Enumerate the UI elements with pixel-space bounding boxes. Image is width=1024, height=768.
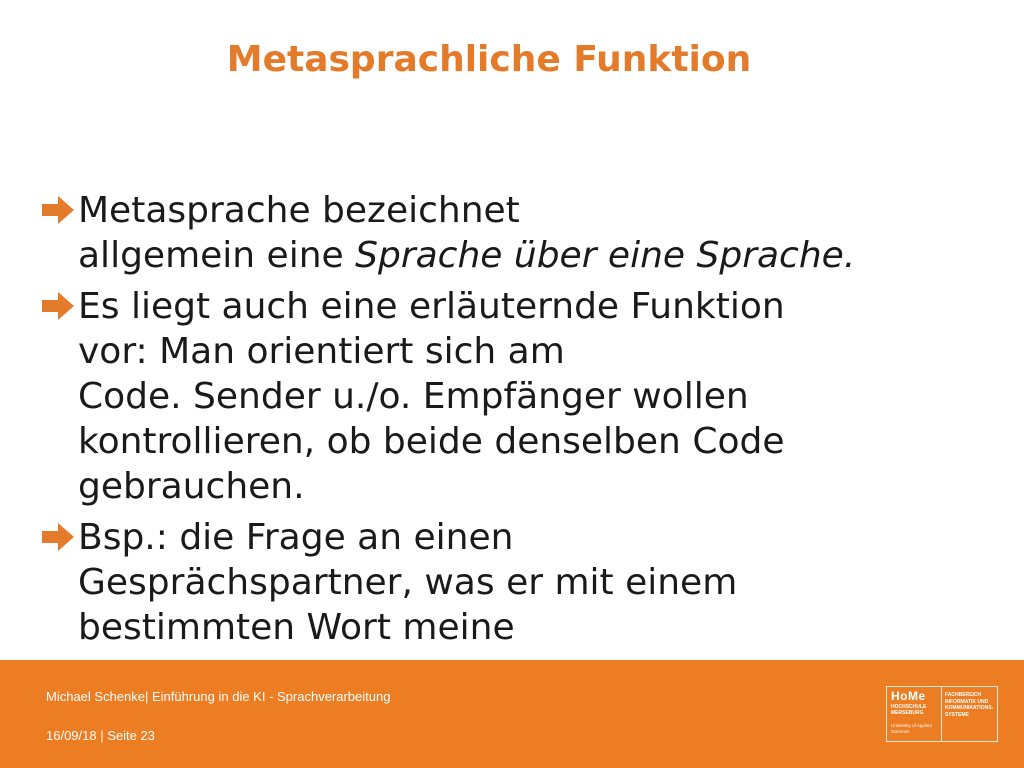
logo-brand: HoMe <box>891 689 926 703</box>
footer-author: Michael Schenke| Einführung in die KI - Sprachverarbeitung <box>46 689 391 704</box>
bullet-item <box>40 515 1000 650</box>
bullet-text: Code. Sender u./o. Empfänger wollen <box>78 376 749 417</box>
bullet-text-italic: Sprache über eine Sprache. <box>355 235 856 276</box>
bullet-item <box>40 284 1000 509</box>
footer-date-page: 16/09/18 | Seite 23 <box>46 728 155 743</box>
bullet-list <box>40 188 1000 656</box>
bullet-text: bestimmten Wort meine <box>78 607 515 648</box>
arrow-right-icon <box>40 192 78 228</box>
bullet-text: Es liegt auch eine erläuternde Funktion <box>78 286 785 327</box>
arrow-right-icon <box>40 519 78 555</box>
footer-bar <box>0 660 1024 768</box>
logo-divider <box>941 687 942 741</box>
bullet-text: Bsp.: die Frage an einen <box>78 517 514 558</box>
bullet-text: kontrollieren, ob beide denselben Code <box>78 421 785 462</box>
logo-org: HOCHSCHULE MERSEBURG <box>891 704 927 716</box>
slide-title: Metasprachliche Funktion <box>226 39 752 80</box>
arrow-right-icon <box>40 288 78 324</box>
logo-department: FACHBEREICH INFORMATIK UND KOMMUNIKATIONS-SYSTEME <box>945 692 994 718</box>
logo-subtitle: University of Applied Sciences <box>891 723 932 734</box>
bullet-text: Gesprächspartner, was er mit einem <box>78 562 738 603</box>
bullet-text: gebrauchen. <box>78 466 305 507</box>
university-logo <box>886 686 998 742</box>
bullet-text-continuation <box>78 233 1000 278</box>
bullet-item <box>40 188 1000 278</box>
bullet-text: Metasprache bezeichnet <box>78 190 520 231</box>
bullet-text-plain: allgemein eine <box>78 235 356 276</box>
bullet-text: vor: Man orientiert sich am <box>78 331 565 372</box>
